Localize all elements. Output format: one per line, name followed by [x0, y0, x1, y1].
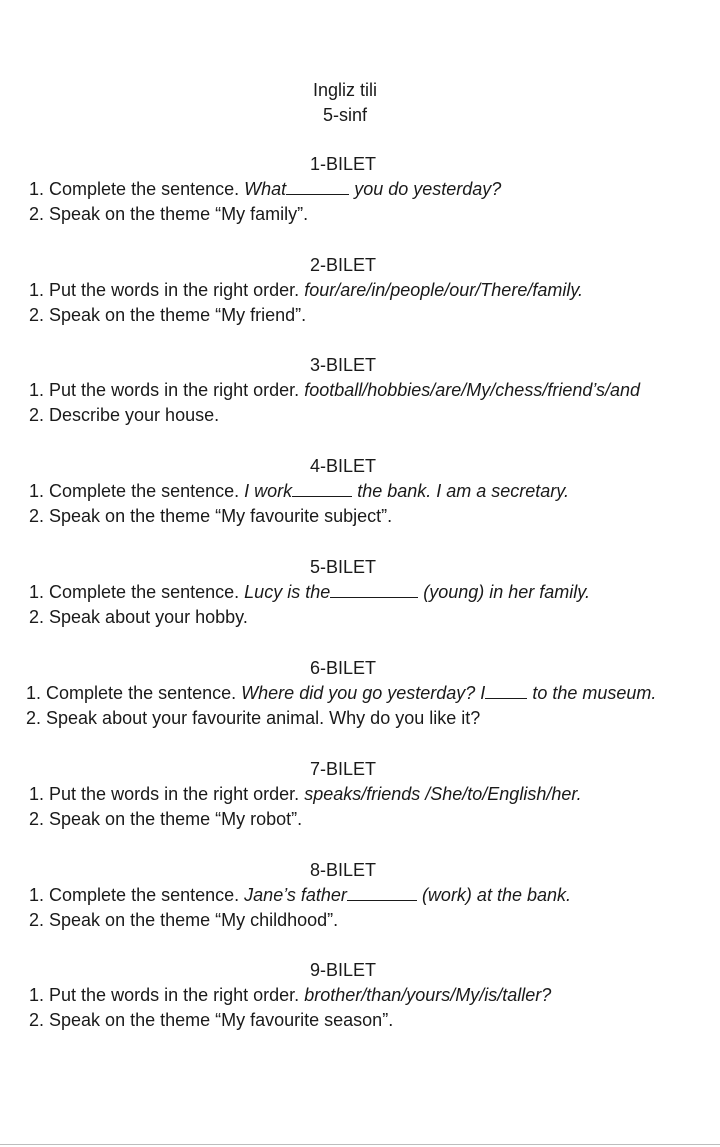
subject-title: Ingliz tili: [312, 80, 378, 100]
ticket-title: 1-BILET: [309, 154, 377, 174]
task-1: [0, 378, 720, 403]
grade-title: 5-sinf: [322, 105, 367, 125]
ticket-9: [0, 958, 720, 1033]
ticket-title: 3-BILET: [309, 355, 377, 375]
ticket-5: [0, 555, 720, 630]
answer-blank: [286, 179, 349, 195]
ticket-title: 9-BILET: [309, 960, 377, 980]
task-prompt-end: the bank. I am a secretary.: [357, 481, 569, 501]
task-instruction: Put the words in the right order.: [49, 380, 300, 400]
task-number: 1.: [29, 380, 45, 400]
task-prompt-start: I work: [244, 481, 293, 501]
task-prompt-start: What: [244, 179, 287, 199]
ticket-2: [0, 253, 720, 328]
answer-blank: [330, 582, 418, 598]
task-instruction: Put the words in the right order.: [49, 784, 300, 804]
ticket-1: [0, 152, 720, 227]
task-1: [0, 782, 720, 807]
task-instruction: Complete the sentence.: [49, 885, 240, 905]
task-2: 2. Speak on the theme “My friend”.: [29, 305, 307, 325]
task-instruction: Complete the sentence.: [49, 179, 240, 199]
ticket-8: [0, 858, 720, 933]
task-2: 2. Speak on the theme “My childhood”.: [29, 910, 339, 930]
task-prompt-end: (work) at the bank.: [421, 885, 571, 905]
task-prompt-start: Lucy is the: [244, 582, 331, 602]
task-number: 1.: [29, 481, 45, 501]
task-prompt-end: to the museum.: [532, 683, 657, 703]
task-instruction: Put the words in the right order.: [49, 280, 300, 300]
ticket-title: 7-BILET: [309, 759, 377, 779]
ticket-7: [0, 757, 720, 832]
task-1: [0, 883, 720, 908]
answer-blank: [292, 481, 352, 497]
task-1: [0, 479, 720, 504]
task-number: 1.: [29, 985, 45, 1005]
ticket-title: 6-BILET: [309, 658, 377, 678]
task-1: [0, 681, 720, 706]
task-1: [0, 983, 720, 1008]
task-2: 2. Describe your house.: [29, 405, 220, 425]
task-number: 1.: [29, 885, 45, 905]
ticket-title: 8-BILET: [309, 860, 377, 880]
task-prompt-start: Where did you go yesterday? I: [241, 683, 486, 703]
ticket-6: [0, 656, 720, 731]
task-number: 1.: [26, 683, 42, 703]
document-header: [0, 78, 690, 128]
task-prompt: speaks/friends /She/to/English/her.: [304, 784, 582, 804]
ticket-title: 2-BILET: [309, 255, 377, 275]
task-1: [0, 278, 720, 303]
task-instruction: Complete the sentence.: [46, 683, 237, 703]
task-prompt: four/are/in/people/our/There/family.: [304, 280, 583, 300]
task-2: 2. Speak about your hobby.: [29, 607, 248, 627]
task-2: 2. Speak about your favourite animal. Why do you like it?: [26, 708, 481, 728]
task-prompt-end: (young) in her family.: [423, 582, 590, 602]
task-prompt-start: Jane’s father: [244, 885, 347, 905]
task-2: 2. Speak on the theme “My favourite season”.: [29, 1010, 394, 1030]
task-number: 1.: [29, 179, 45, 199]
task-number: 1.: [29, 280, 45, 300]
task-1: [0, 580, 720, 605]
ticket-3: [0, 353, 720, 428]
task-2: 2. Speak on the theme “My family”.: [29, 204, 309, 224]
task-instruction: Complete the sentence.: [49, 582, 240, 602]
task-1: [0, 177, 720, 202]
task-prompt: brother/than/yours/My/is/taller?: [304, 985, 552, 1005]
answer-blank: [485, 683, 527, 699]
task-instruction: Put the words in the right order.: [49, 985, 300, 1005]
task-2: 2. Speak on the theme “My robot”.: [29, 809, 303, 829]
answer-blank: [347, 885, 417, 901]
page-bottom-divider: [0, 1144, 720, 1145]
task-prompt: football/hobbies/are/My/chess/friend’s/and: [304, 380, 641, 400]
task-number: 1.: [29, 582, 45, 602]
task-instruction: Complete the sentence.: [49, 481, 240, 501]
ticket-4: [0, 454, 720, 529]
task-2: 2. Speak on the theme “My favourite subject”.: [29, 506, 393, 526]
ticket-title: 5-BILET: [309, 557, 377, 577]
ticket-title: 4-BILET: [309, 456, 377, 476]
task-number: 1.: [29, 784, 45, 804]
task-prompt-end: you do yesterday?: [354, 179, 502, 199]
